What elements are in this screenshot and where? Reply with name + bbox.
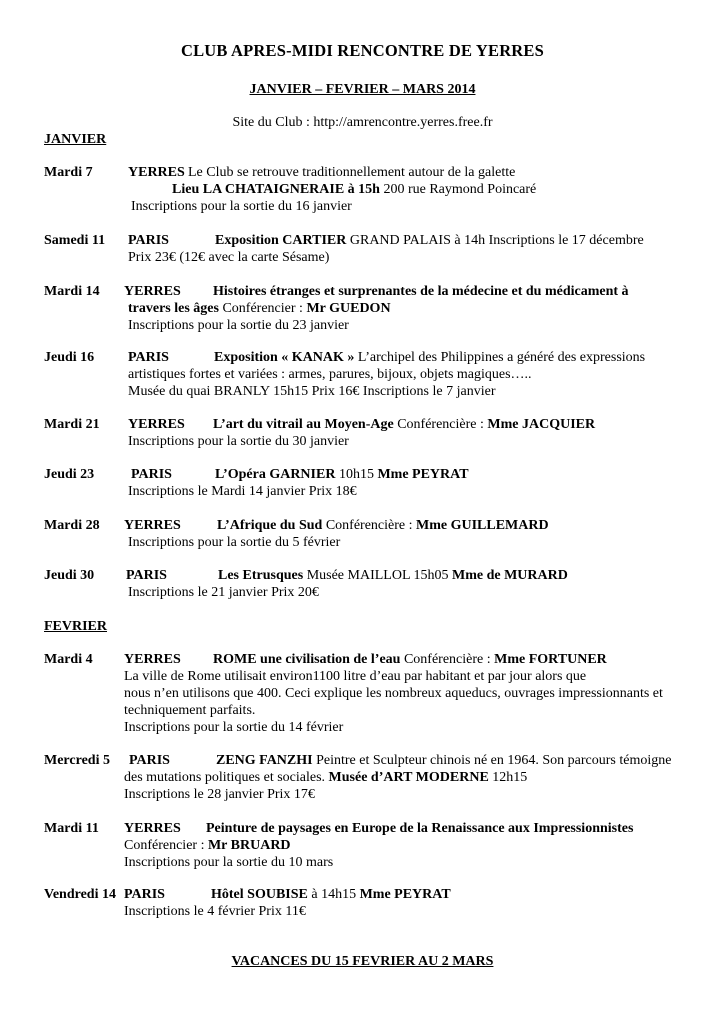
event-text-line <box>213 283 629 300</box>
event-text: artistiques fortes et variées : armes, parures, bijoux, objets magiques….. <box>128 367 532 382</box>
event-city: PARIS <box>126 568 167 583</box>
event-text-bold: Mme FORTUNER <box>494 652 607 667</box>
event-text: nous n’en utilisons que 400. Ceci explique les nombreux aqueducs, ouvrages impressionnants et <box>124 686 663 701</box>
event-text-bold: Mme GUILLEMARD <box>416 518 549 533</box>
event-day: Vendredi 14 <box>44 887 116 902</box>
event-text-line <box>213 416 595 433</box>
event-text: à 14h15 <box>307 887 360 902</box>
event-text-bold: Mme PEYRAT <box>377 467 469 482</box>
event-day: Mercredi 5 <box>44 753 110 768</box>
event-text-bold: Musée d’ART MODERNE <box>328 770 489 785</box>
event-text-line <box>218 567 568 584</box>
event-text-line <box>128 366 532 383</box>
event-text: techniquement parfaits. <box>124 703 256 718</box>
month-heading-fevrier: FEVRIER <box>44 619 108 634</box>
event-text-bold: Histoires étranges et surprenantes de la médecine et du médicament à <box>213 284 629 299</box>
event-text: L’archipel des Philippines a généré des expressions <box>354 350 646 365</box>
event-text: GRAND PALAIS à 14h Inscriptions le 17 décembre <box>346 233 644 248</box>
event-text-line <box>128 584 319 601</box>
event-text-line <box>128 300 391 317</box>
event-text: Inscriptions le 21 janvier Prix 20€ <box>128 585 319 600</box>
event-city: YERRES <box>124 652 181 667</box>
event-text-line <box>128 534 340 551</box>
event-text-line <box>124 903 306 920</box>
event-text: Inscriptions pour la sortie du 10 mars <box>124 855 334 870</box>
event-text: Conférencier : <box>124 838 208 853</box>
event-text-bold: Mme JACQUIER <box>487 417 596 432</box>
event-day: Samedi 11 <box>44 233 106 248</box>
event-text: Inscriptions pour la sortie du 30 janvier <box>128 434 349 449</box>
event-text-bold: Exposition « KANAK » <box>214 350 355 365</box>
event-day: Mardi 21 <box>44 417 100 432</box>
event-text-line <box>206 820 633 837</box>
event-text-line <box>128 383 495 400</box>
event-day: Mardi 14 <box>44 284 100 299</box>
event-text-line <box>124 854 333 871</box>
event-text-bold: Les Etrusques <box>218 568 304 583</box>
event-text-bold: L’Afrique du Sud <box>217 518 323 533</box>
event-text: Peintre et Sculpteur chinois né en 1964. Son parcours témoigne <box>312 753 672 768</box>
event-text-line <box>124 837 291 854</box>
event-text: Inscriptions pour la sortie du 5 février <box>128 535 341 550</box>
event-day: Jeudi 30 <box>44 568 95 583</box>
event-text-line <box>215 232 644 249</box>
event-text-bold: Lieu LA CHATAIGNERAIE à 15h <box>172 182 380 197</box>
event-text-line <box>217 517 549 534</box>
event-text-bold: Hôtel SOUBISE <box>211 887 308 902</box>
event-day: Jeudi 23 <box>44 467 95 482</box>
event-city: PARIS <box>128 350 169 365</box>
event-city: YERRES <box>124 284 181 299</box>
event-day: Mardi 7 <box>44 165 93 180</box>
event-city: YERRES <box>128 417 185 432</box>
event-day: Mardi 4 <box>44 652 93 667</box>
event-city: YERRES <box>124 821 181 836</box>
event-text-bold: travers les âges <box>128 301 219 316</box>
event-text: Inscriptions le Mardi 14 janvier Prix 18€ <box>128 484 357 499</box>
event-text-bold: ROME une civilisation de l’eau <box>213 652 401 667</box>
event-day: Mardi 11 <box>44 821 99 836</box>
event-text-bold: Peinture de paysages en Europe de la Renaissance aux Impressionnistes <box>206 821 634 836</box>
event-text-line <box>128 249 329 266</box>
event-text-line <box>124 702 255 719</box>
event-day: Jeudi 16 <box>44 350 95 365</box>
event-text: Conférencière : <box>393 417 488 432</box>
event-city: PARIS <box>131 467 172 482</box>
event-text: Inscriptions le 4 février Prix 11€ <box>124 904 306 919</box>
vacances-notice: VACANCES DU 15 FEVRIER AU 2 MARS <box>231 954 494 969</box>
event-text: des mutations politiques et sociales. <box>124 770 329 785</box>
event-text-line <box>128 483 357 500</box>
page-title: CLUB APRES-MIDI RENCONTRE DE YERRES <box>180 41 545 60</box>
event-text-line <box>211 886 451 903</box>
event-text: Musée MAILLOL 15h05 <box>303 568 452 583</box>
event-text: Conférencière : <box>400 652 495 667</box>
event-text-line <box>188 164 515 181</box>
event-city: YERRES <box>124 518 181 533</box>
event-text-bold: Mme de MURARD <box>451 568 568 583</box>
event-text: Conférencier : <box>218 301 307 316</box>
event-text-line <box>128 317 349 334</box>
event-text-bold: Mme PEYRAT <box>359 887 451 902</box>
event-text: Conférencière : <box>322 518 416 533</box>
event-text-line <box>124 685 663 702</box>
event-text-line <box>131 198 352 215</box>
event-text-bold: L’Opéra GARNIER <box>215 467 336 482</box>
event-text-bold: L’art du vitrail au Moyen-Age <box>213 417 394 432</box>
event-text: Le Club se retrouve traditionnellement autour de la galette <box>188 165 516 180</box>
event-text: Prix 23€ (12€ avec la carte Sésame) <box>128 250 330 265</box>
period-heading: JANVIER – FEVRIER – MARS 2014 <box>249 82 476 97</box>
event-text: 12h15 <box>488 770 528 785</box>
event-text: 200 rue Raymond Poincaré <box>379 182 537 197</box>
event-city: PARIS <box>128 233 169 248</box>
event-text-line <box>172 181 536 198</box>
event-text: 10h15 <box>335 467 378 482</box>
event-text: Inscriptions pour la sortie du 14 février <box>124 720 344 735</box>
event-text: Inscriptions pour la sortie du 23 janvier <box>128 318 349 333</box>
event-text: Inscriptions pour la sortie du 16 janvier <box>131 199 352 214</box>
event-text-line <box>213 651 607 668</box>
event-text-line <box>124 719 343 736</box>
site-line: Site du Club : http://amrencontre.yerres.free.fr <box>232 115 493 130</box>
event-text: Musée du quai BRANLY 15h15 Prix 16€ Inscriptions le 7 janvier <box>128 384 496 399</box>
event-text-line <box>215 466 469 483</box>
event-text-bold: Exposition CARTIER <box>215 233 347 248</box>
event-city: YERRES <box>128 165 185 180</box>
event-city: PARIS <box>129 753 170 768</box>
event-text: Inscriptions le 28 janvier Prix 17€ <box>124 787 315 802</box>
month-heading-janvier: JANVIER <box>44 132 107 147</box>
event-day: Mardi 28 <box>44 518 100 533</box>
event-text-bold: ZENG FANZHI <box>216 753 313 768</box>
event-text-bold: Mr BRUARD <box>207 838 291 853</box>
event-text-line <box>128 433 349 450</box>
event-text-bold: Mr GUEDON <box>306 301 391 316</box>
event-text-line <box>124 786 315 803</box>
event-text-line <box>214 349 645 366</box>
event-city: PARIS <box>124 887 165 902</box>
event-text-line <box>124 769 527 786</box>
event-text-line <box>124 668 586 685</box>
event-text: La ville de Rome utilisait environ1100 litre d’eau par habitant et par jour alors que <box>124 669 587 684</box>
event-text-line <box>216 752 671 769</box>
